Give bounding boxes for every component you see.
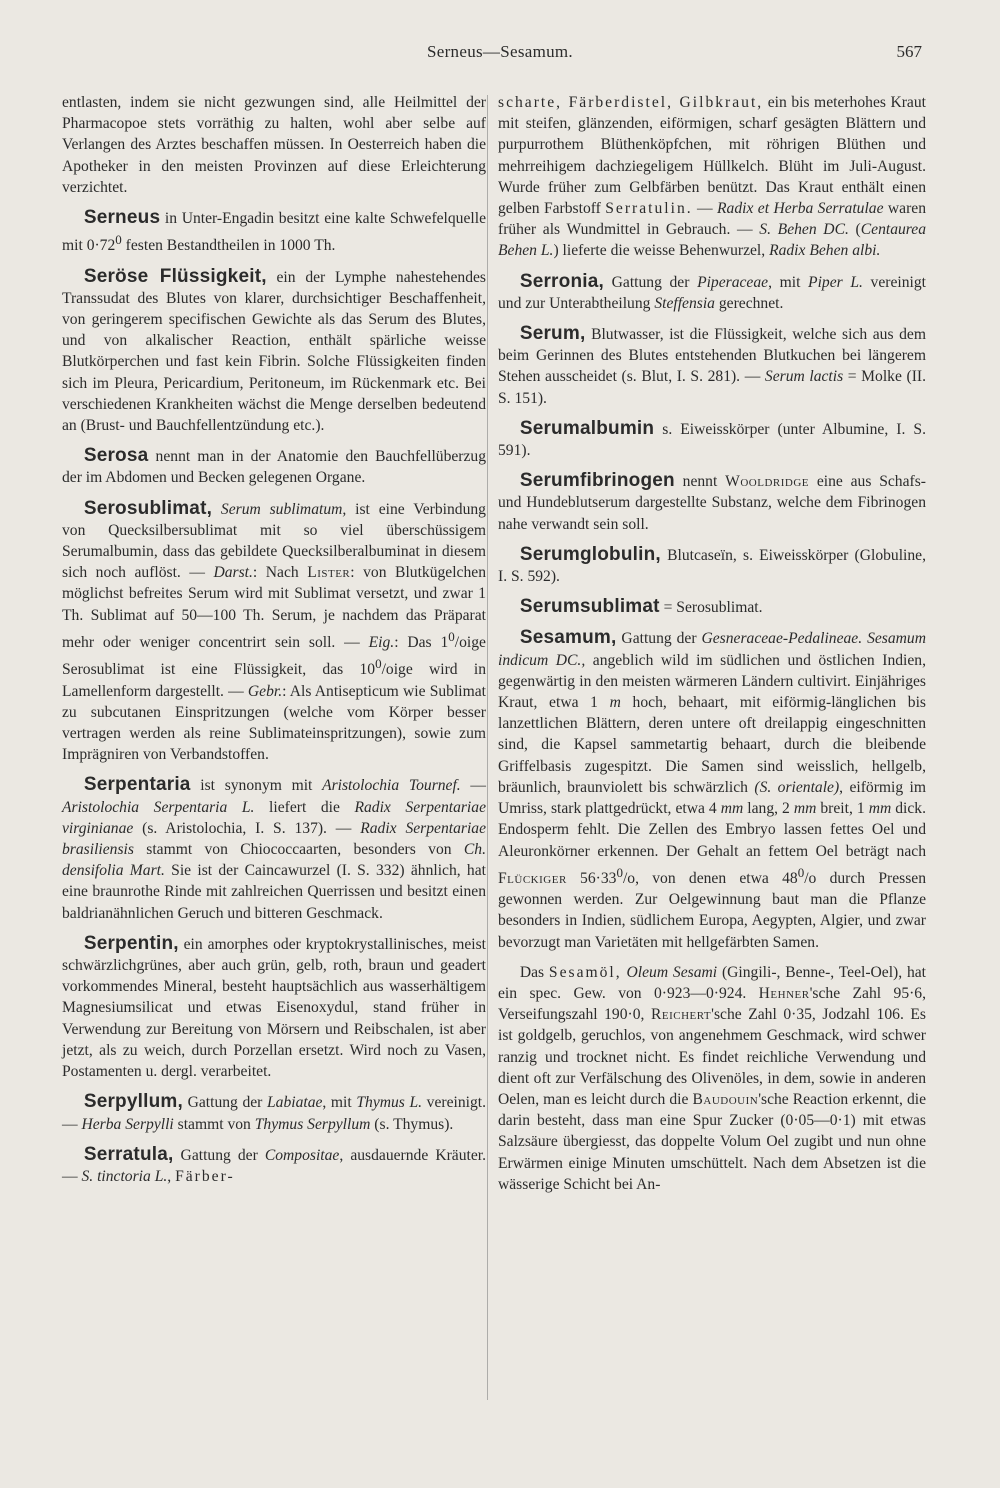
entry-seroese-fluessigkeit: Seröse Flüssigkeit, ein der Lymphe nahestehendes Transsudat des Blutes von klarer, durchsichtiger Beschaffenheit, von geringerem specifischen Gewichte als das Serum des Blutes, und von alkalischer Reaction, enthält spärliche weisse Blutkörperchen und fast kein Fibrin. Solche Flüssigkeiten finden sich im Pleura, Pericardium, Peritoneum, im Rückenmark etc. Bei verschiedenen Krankheiten wächst die Menge derselben bedeutend an (Brust- und Bauchfellentzündung etc.). [62, 265, 486, 435]
entry-serronia: Serronia, Gattung der Piperaceae, mit Piper L. vereinigt und zur Unterabtheilung Steffensia gerechnet. [498, 270, 926, 312]
headword: Seröse Flüssigkeit, [83, 265, 267, 287]
headword: Serratula, [83, 1143, 174, 1165]
entry-serumalbumin: Serumalbumin s. Eiweisskörper (unter Albumine, I. S. 591). [498, 417, 926, 460]
entry-serumfibrinogen: Serumfibrinogen nennt Wooldridge eine aus Schafs- und Hundeblutserum dargestellte Substanz, welche dem Fibrinogen nahe verwandt sein soll. [498, 470, 926, 533]
entry-serosa: Serosa nennt man in der Anatomie den Bauchfellüberzug der im Abdomen und Becken gelegenen Organe. [62, 445, 486, 487]
entry-serpentaria: Serpentaria ist synonym mit Aristolochia Tournef. — Aristolochia Serpentaria L. liefert die Radix Serpentariae virginianae (s. Aristolochia, I. S. 137). — Radix Serpentariae brasiliensis stammt von Chiococcaarten, besonders von Ch. densifolia Mart. Sie ist der Caincawurzel (I. S. 332) ähnlich, hat eine braunrothe Rinde mit zahlreichen Querrissen und besitzt einen baldrianähnlichen Geruch und bitteren Geschmack. [62, 774, 487, 922]
headword: Serumfibrinogen [519, 470, 675, 492]
running-title: Serneus—Sesamum. [427, 42, 573, 61]
entry-continuation: entlasten, indem sie nicht gezwungen sind, alle Heilmittel der Pharmacopoe stets vorräthig zu halten, wohl aber selbe auf Verlangen des Arztes beschaffen müssen. In Oesterreich haben die Apotheker in den meisten Provinzen auf diese Erleichterung verzichtet. [62, 94, 486, 196]
headword: Serosa [83, 445, 149, 467]
paragraph-sesamoel: Das Sesamöl, Oleum Sesami (Gingili-, Benne-, Teel-Oel), hat ein spec. Gew. von 0·923—0·924. Hehner'sche Zahl 95·6, Verseifungszahl 190·0, Reichert'sche Zahl 0·35, Jodzahl 106. Es ist goldgelb, geruchlos, von angenehmem Geschmack, wird schwer ranzig und trocknet nicht. Es findet reichliche Verwendung und dient oft zur Verfälschung des Olivenöles, in dem, sowie in anderen Oelen, man es leicht durch die Baudouin'sche Reaction erkennt, die darin besteht, dass man eine Spur Zucker (0·05—0·1) mit etwas Salzsäure übergiesst, das doppelte Volum Oel zugibt und nun ohne Erwärmen einige Minuten umschüttelt. Nach dem Absetzen ist die wässerige Schicht bei An- [498, 963, 927, 1193]
entry-sesamum: Sesamum, Gattung der Gesneraceae-Pedalineae. Sesamum indicum DC., angeblich wild im südlichen und östlichen Indien, gegenwärtig in den meisten wärmeren Ländern cultivirt. Einjähriges Kraut, etwa 1 m hoch, behaart, mit eiförmig-länglichen bis lanzettlichen Blättern, deren untere oft dreilappig eingeschnitten sind, die Kapsel sammetartig behaart, durch die bleibende Griffelbasis zugespitzt. Die Samen sind weisslich, hellgelb, bräunlich, braunviolett bis schwärzlich (S. orientale), eiförmig im Umriss, stark plattgedrückt, etwa 4 mm lang, 2 mm breit, 1 mm dick. Endosperm fehlt. Die Zellen des Embryo lassen fettes Oel und Aleuronkörner erkennen. Der Gehalt an fettem Oel beträgt nach Flückiger $56\cdot 33^0/o$, von denen etwa $48^0/o$ durch Pressen gewonnen werden. Zur Oelgewinnung baut man die Pflanze besonders in Indien, südlichem Europa, Aegypten, Algier, und zwar bevorzugt man Varietäten mit hellgefärbten Samen. [498, 627, 927, 951]
headword: Serpentaria [83, 774, 191, 796]
entry-serratula-continued: scharte, Färberdistel, Gilbkraut, ein bis meterhohes Kraut mit steifen, glänzenden, eiförmigen, scharf gesägten Blättern und purpurrothem Blüthenköpfchen, mit röhrigen Blüthen und mehrreihigem dachziegeligem Hüllkelch. Blüht im Juli-August. Wurde früher zum Gelbfärben benützt. Das Kraut enthält einen gelben Farbstoff Serratulin. — Radix et Herba Serratulae waren früher als Wundmittel in Gebrauch. — S. Behen DC. (Centaurea Behen L.) lieferte die weisse Behenwurzel, Radix Behen albi. [498, 94, 927, 260]
headword: Serumalbumin [519, 417, 655, 439]
entry-serpyllum: Serpyllum, Gattung der Labiatae, mit Thymus L. vereinigt. — Herba Serpylli stammt von Thymus Serpyllum (s. Thymus). [62, 1091, 486, 1133]
headword: Serumsublimat [519, 596, 660, 618]
entry-serneus: Serneus in Unter-Engadin besitzt eine kalte Schwefelquelle mit $0\cdot 72^0$ festen Bestandtheilen in 1000 Th. [62, 207, 486, 255]
page-number: 567 [896, 42, 922, 61]
entry-serosublimat: Serosublimat, Serum sublimatum, ist eine Verbindung von Quecksilbersublimat mit so viel überschüssigem Serumalbumin, dass das gebildete Quecksilberalbuminat in diesem sich noch auflöst. — Darst.: Nach Lister: von Blutkügelchen möglichst befreites Serum wird mit Sublimat versetzt, und zwar 1 Th. Sublimat auf 50—100 Th. Serum, je nachdem das Präparat mehr oder weniger concentrirt sein soll. — Eig.: Das $1^0$/oige Serosublimat ist eine Flüssigkeit, das $10^0$/oige wird in Lamellenform dargestellt. — Gebr.: Als Antisepticum wie Sublimat zu subcutanen Einspritzungen (welche vom Körper besser vertragen werden als reine Sublimateinspritzungen), sowie zum Imprägniren von Verbandstoffen. [62, 497, 487, 764]
entry-serratula: Serratula, Gattung der Compositae, ausdauernde Kräuter. — S. tinctoria L., Färber- [62, 1143, 486, 1185]
headword: Serpyllum, [83, 1091, 183, 1113]
headword: Sesamum, [519, 627, 617, 649]
page-header [0, 38, 1000, 68]
entry-serpentin: Serpentin, ein amorphes oder kryptokrystallinisches, meist schwärzlichgrünes, aber auch grün, gelb, roth, braun und geadert vorkommendes Mineral, besteht hauptsächlich aus wasserhältigem Magnesiumsilicat und etwas Eisenoxydul, stand früher in Verwendung zur Bereitung von Mörsern und Reibschalen, ist aber jetzt, als zu weich, durch Porzellan ersetzt. Wird noch zu Vasen, Postamenten u. dergl. verarbeitet. [62, 932, 486, 1081]
headword: Serronia, [519, 270, 604, 292]
headword: Serumglobulin, [519, 543, 661, 565]
headword: Serum, [519, 323, 586, 345]
right-column [498, 92, 926, 1204]
headword: Serneus [83, 207, 161, 229]
entry-serum: Serum, Blutwasser, ist die Flüssigkeit, welche sich aus dem beim Gerinnen des Blutes entstehenden Blutkuchen bei längerem Stehen ausscheidet (s. Blut, I. S. 281). — Serum lactis = Molke (II. S. 151). [498, 323, 926, 407]
left-column [62, 92, 486, 1196]
entry-serumsublimat: Serumsublimat = Serosublimat. [519, 596, 763, 618]
headword: Serpentin, [83, 932, 179, 954]
column-divider [487, 95, 488, 1400]
entry-serumglobulin: Serumglobulin, Blutcaseïn, s. Eiweisskörper (Globuline, I. S. 592). [498, 543, 926, 586]
headword: Serosublimat, [83, 497, 213, 519]
